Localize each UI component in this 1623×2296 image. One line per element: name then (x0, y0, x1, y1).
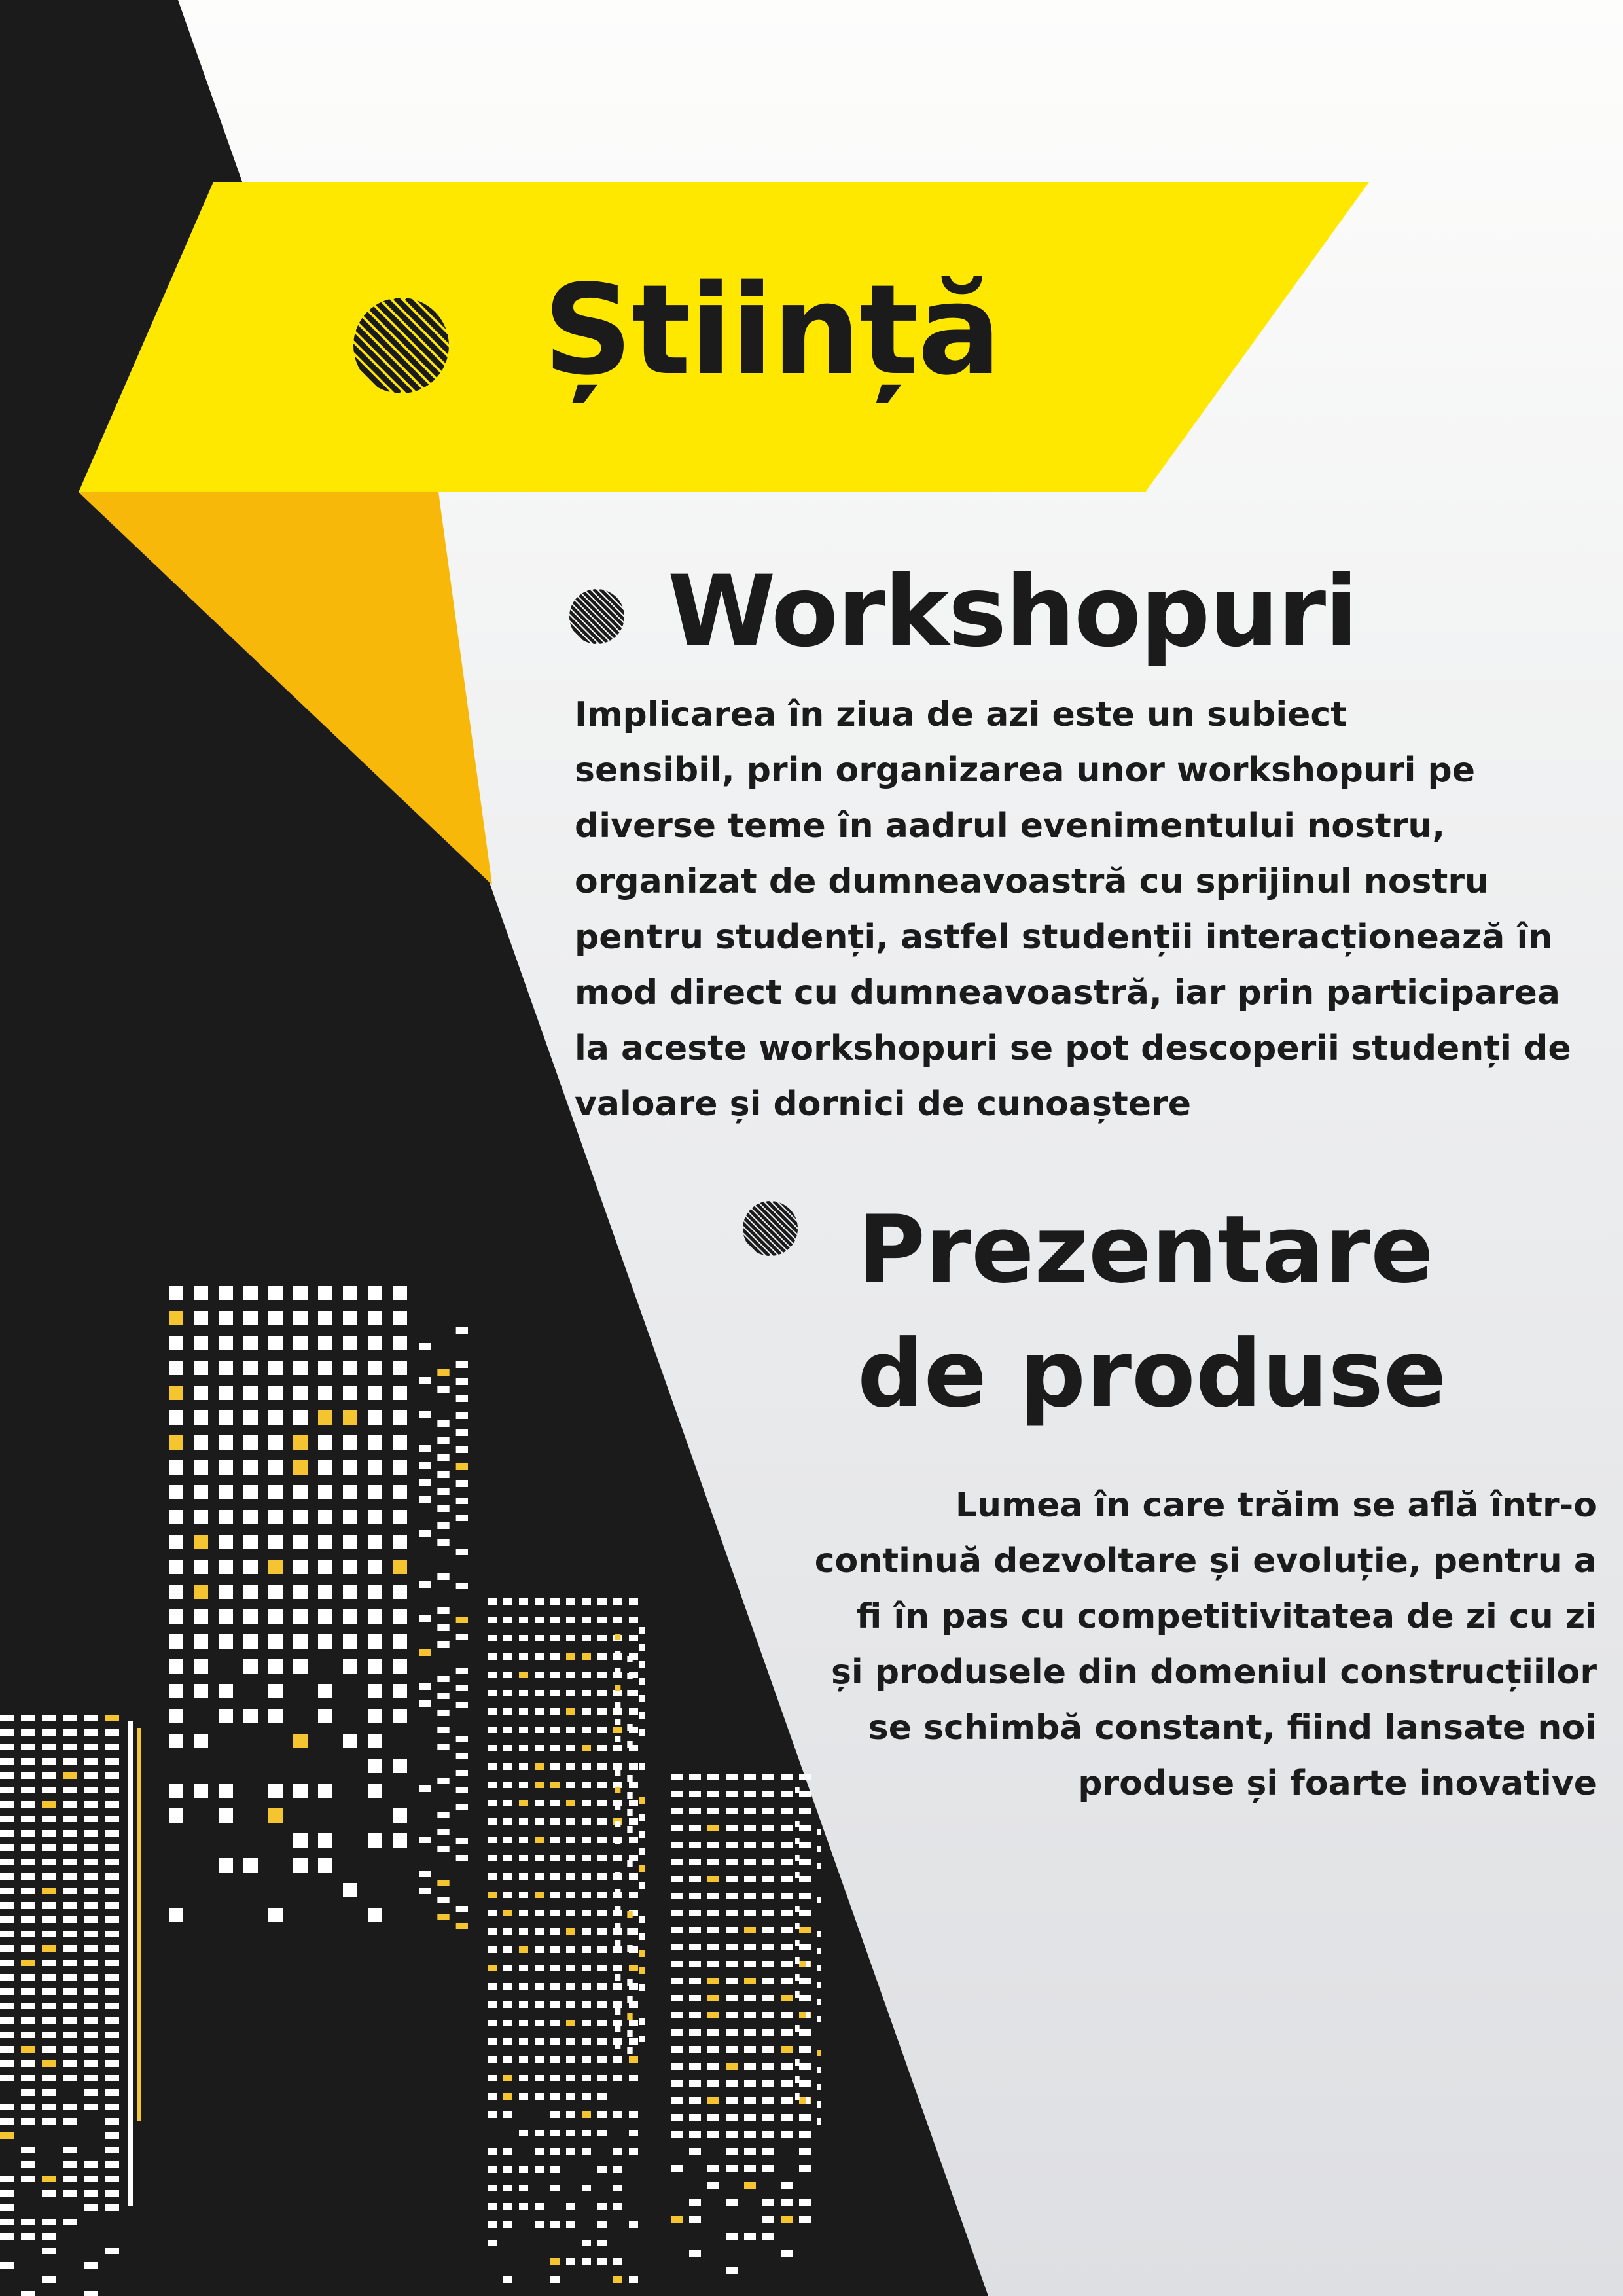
section-heading-products: Prezentare de produse (857, 1196, 1447, 1428)
hatched-circle-icon (569, 589, 624, 644)
hatched-circle-icon (743, 1201, 798, 1256)
section-text-workshops: Implicarea în ziua de azi este un subiect sensibil, prin organizarea unor workshopuri pe diverse teme în aadrul evenimentului nostru, organizat de dumneavoastră cu sprijinul nostru pentru studenți, astfel studenții interacționează în mod direct cu dumneavoastră, iar prin participarea la aceste workshopuri se pot descoperii studenți de valoare și dornici de cunoaștere (575, 695, 1571, 1124)
page-title: Știință (543, 258, 1001, 403)
section-heading-workshops: Workshopuri (668, 555, 1357, 669)
hatched-circle-icon (353, 298, 449, 393)
section-text-products: Lumea în care trăim se află într-o continuă dezvoltare și evoluție, pentru a fi în pas cu competitivitatea de zi cu zi și produsele din domeniul construcțiilor se schimbă constant, fiind lansate noi produse și foarte inovative (814, 1486, 1597, 1803)
